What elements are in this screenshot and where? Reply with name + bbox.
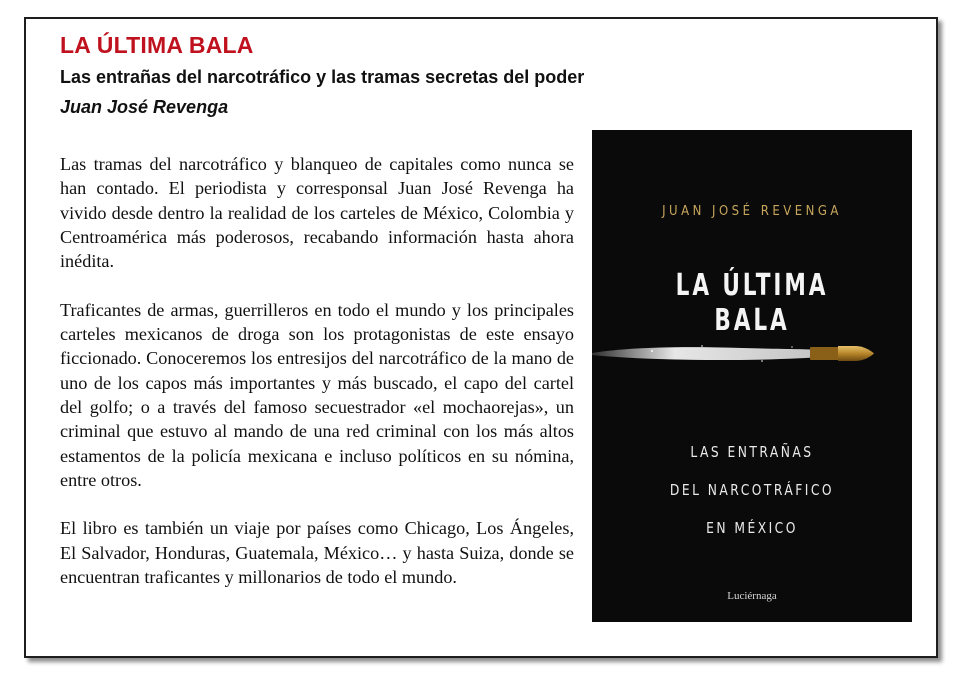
cover-publisher: Luciérnaga: [727, 590, 777, 602]
book-title: LA ÚLTIMA BALA: [60, 32, 254, 58]
cover-title: LA ÚLTIMA BALA: [675, 268, 829, 338]
book-subtitle: Las entrañas del narcotráfico y las tramas secretas del poder: [60, 67, 585, 87]
cover-subtitle-line: DEL NARCOTRÁFICO: [669, 481, 835, 499]
description-paragraph: Traficantes de armas, guerrilleros en todo el mundo y los principales carteles mexicanos de droga son los protagonistas de este ensayo ficcionado. Conoceremos los entresijos del narcotráfico de la mano de uno de los capos más importantes y más buscado, el capo del cartel del golfo; o a través del famoso secuestrador «el mochaorejas», un criminal que estuvo al mando de una red criminal con los más altos estamentos de la policía mexicana e incluso políticos en su nómina, entre otros.: [60, 299, 574, 490]
cover-subtitle: [621, 433, 883, 547]
cover-subtitle-line: LAS ENTRAÑAS: [690, 443, 814, 461]
description-paragraph: Las tramas del narcotráfico y blanqueo de capitales como nunca se han contado. El periodista y corresponsal Juan José Revenga ha vivido desde dentro la realidad de los carteles de México, Colombia y Centroamérica más poderosos, recabando información hasta ahora inédita.: [60, 154, 574, 272]
book-author: Juan José Revenga: [60, 97, 229, 117]
cover-subtitle-line: EN MÉXICO: [706, 519, 798, 537]
bullet-powder-illustration: [592, 335, 912, 371]
cover-author: JUAN JOSÉ REVENGA: [662, 204, 842, 219]
book-description: [60, 152, 574, 614]
book-cover-image: [592, 130, 912, 622]
description-paragraph: El libro es también un viaje por países como Chicago, Los Ángeles, El Salvador, Honduras, Guatemala, México… y hasta Suiza, donde se encuentran traficantes y millonarios de todo el mundo.: [60, 518, 574, 588]
